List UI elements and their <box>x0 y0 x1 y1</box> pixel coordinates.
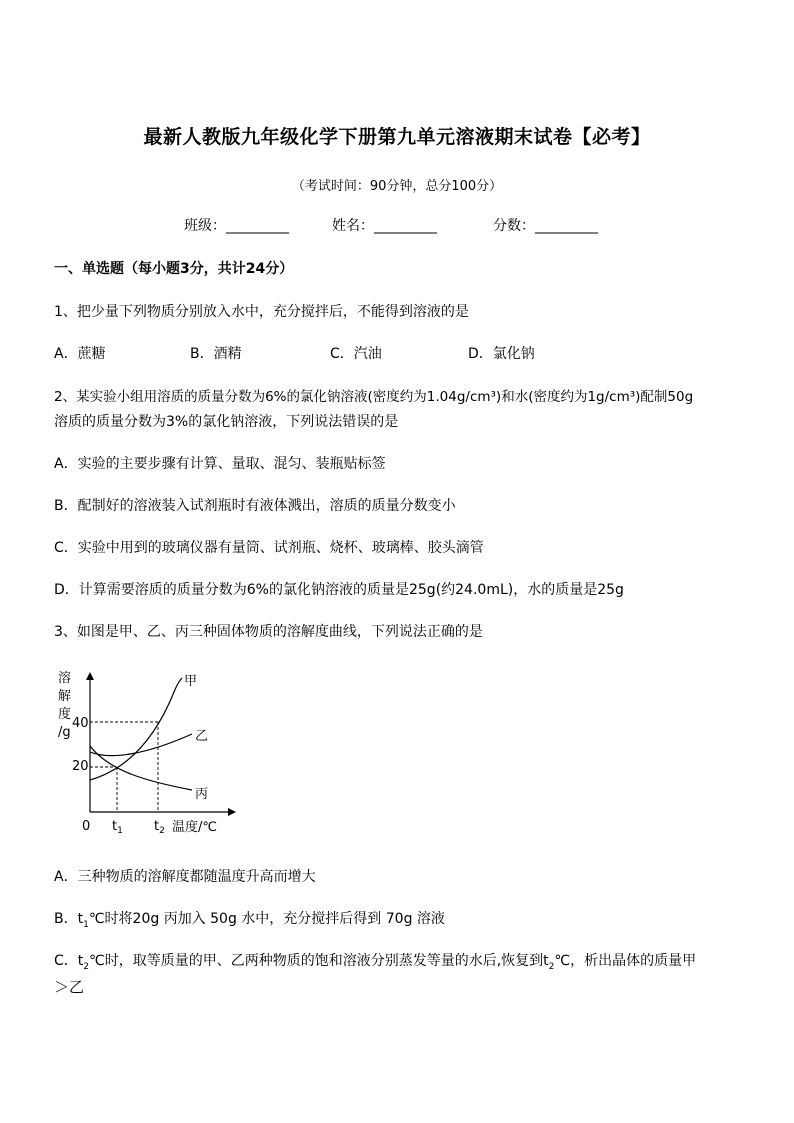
y-label-2: 解 <box>58 689 72 704</box>
section-heading: 一、单选题（每小题3分，共计24分） <box>54 261 294 277</box>
name-field: 姓名：_________ <box>332 218 437 234</box>
q3-option-c-line2: ＞乙 <box>54 978 85 996</box>
y-label-1: 溶 <box>58 671 72 686</box>
x-label: 温度/℃ <box>172 820 217 835</box>
question-2-line1: 2、某实验小组用溶质的质量分数为6%的氯化钠溶液(密度约为1.04g/cm³)和水(密度约为1g/cm³)配制50g <box>54 389 694 405</box>
q3-option-c: C．$t_2℃$时，取等质量的甲、乙两种物质的饱和溶液分别蒸发等量的水后,恢复到$t_2℃$，析出晶体的质量甲 <box>54 953 697 972</box>
y-label-4: /g <box>58 725 71 740</box>
question-3: 3、如图是甲、乙、丙三种固体物质的溶解度曲线，下列说法正确的是 <box>54 624 483 640</box>
curve-jia <box>90 678 182 780</box>
curve-bing-label: 丙 <box>195 787 209 802</box>
y-axis-arrow <box>86 672 94 680</box>
curve-yi <box>90 734 192 756</box>
q3-option-a: A．三种物质的溶解度都随温度升高而增大 <box>54 869 316 885</box>
curve-jia-label: 甲 <box>184 674 198 689</box>
question-1: 1、把少量下列物质分别放入水中，充分搅拌后，不能得到溶液的是 <box>54 304 469 320</box>
q2-option-d: D．计算需要溶质的质量分数为6%的氯化钠溶液的质量是25g(约24.0mL)，水的质量是25g <box>54 582 624 598</box>
q1-option-a: A．蔗糖 <box>54 346 106 362</box>
t1-label: $t_1$ <box>112 819 123 836</box>
origin-label: 0 <box>82 819 91 834</box>
q1-option-b: B．酒精 <box>190 346 242 362</box>
x-axis-arrow <box>228 808 236 816</box>
exam-subtitle: （考试时间：90分钟，总分100分） <box>291 179 503 194</box>
q3-option-b: B．$t_1℃$时将20g 丙加入 50g 水中，充分搅拌后得到 70g 溶液 <box>54 911 445 930</box>
q2-option-b: B．配制好的溶液装入试剂瓶时有液体溅出，溶质的质量分数变小 <box>54 498 456 514</box>
curve-yi-label: 乙 <box>195 729 209 744</box>
y-tick-40: 40 <box>72 716 89 731</box>
solubility-curve-graph <box>50 660 250 840</box>
y-label-3: 度 <box>58 707 72 722</box>
q1-option-d: D．氯化钠 <box>468 346 535 362</box>
y-tick-20: 20 <box>72 759 89 774</box>
page-title: 最新人教版九年级化学下册第九单元溶液期末试卷【必考】 <box>143 126 651 148</box>
t2-label: $t_2$ <box>154 819 165 836</box>
curve-bing <box>90 746 192 790</box>
class-field: 班级：_________ <box>184 218 289 234</box>
question-2-line2: 溶质的质量分数为3%的氯化钠溶液，下列说法错误的是 <box>54 414 399 430</box>
q1-option-c: C．汽油 <box>330 346 382 362</box>
score-field: 分数：_________ <box>493 218 598 234</box>
q2-option-c: C．实验中用到的玻璃仪器有量筒、试剂瓶、烧杯、玻璃棒、胶头滴管 <box>54 540 484 556</box>
q2-option-a: A．实验的主要步骤有计算、量取、混匀、装瓶贴标签 <box>54 456 386 472</box>
